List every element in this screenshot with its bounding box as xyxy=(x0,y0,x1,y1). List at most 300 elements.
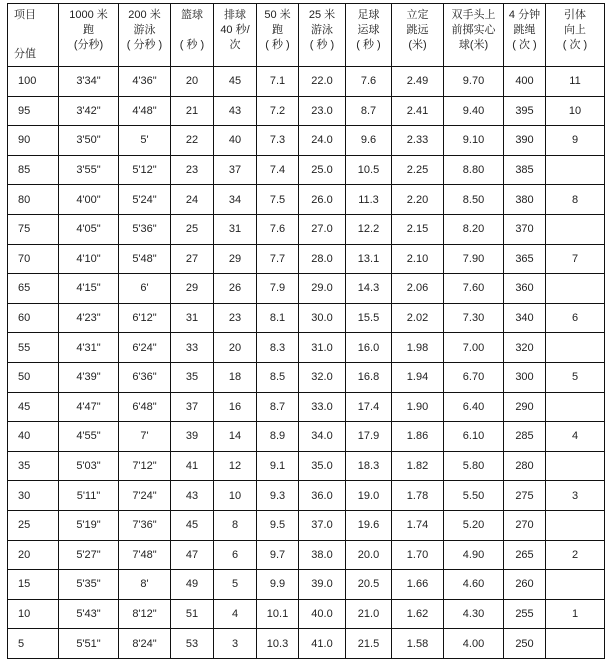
value-cell: 15.5 xyxy=(346,303,392,333)
value-cell: 6'36" xyxy=(119,362,171,392)
value-cell: 8'24" xyxy=(119,629,171,659)
table-row xyxy=(8,629,605,659)
header-line: 排球 xyxy=(224,9,246,21)
value-cell: 35 xyxy=(171,362,214,392)
value-cell: 47 xyxy=(171,540,214,570)
header-line: 篮球 xyxy=(181,9,203,21)
value-cell: 20.0 xyxy=(346,540,392,570)
value-cell: 3 xyxy=(546,481,605,511)
header-line: 分值 xyxy=(14,48,36,60)
header-line: 引体 xyxy=(564,9,586,21)
header-line: 游泳 xyxy=(311,24,333,36)
score-cell: 20 xyxy=(8,540,59,570)
value-cell: 16.8 xyxy=(346,362,392,392)
value-cell: 9.9 xyxy=(257,570,299,600)
value-cell: 7.1 xyxy=(257,67,299,97)
value-cell: 5'12" xyxy=(119,155,171,185)
value-cell xyxy=(546,510,605,540)
header-line: 项目 xyxy=(14,9,36,21)
value-cell: 400 xyxy=(504,67,546,97)
value-cell: 2.02 xyxy=(392,303,444,333)
value-cell: 255 xyxy=(504,599,546,629)
value-cell: 9.7 xyxy=(257,540,299,570)
value-cell: 8.7 xyxy=(257,392,299,422)
header-line: 球(米) xyxy=(458,39,489,51)
header-line: 跳远 xyxy=(406,24,429,36)
value-cell: 390 xyxy=(504,126,546,156)
value-cell: 1.74 xyxy=(392,510,444,540)
value-cell: 7.7 xyxy=(257,244,299,274)
value-cell: 4 xyxy=(214,599,257,629)
value-cell: 1.98 xyxy=(392,333,444,363)
value-cell: 5.20 xyxy=(444,510,504,540)
score-cell: 25 xyxy=(8,510,59,540)
header-line: 双手头上 xyxy=(451,9,496,21)
header-line: ( 分秒 ) xyxy=(126,39,163,51)
value-cell: 53 xyxy=(171,629,214,659)
value-cell: 7'24" xyxy=(119,481,171,511)
score-cell: 75 xyxy=(8,214,59,244)
value-cell: 39 xyxy=(171,422,214,452)
value-cell xyxy=(546,392,605,422)
value-cell: 1.62 xyxy=(392,599,444,629)
value-cell: 10.5 xyxy=(346,155,392,185)
value-cell: 21 xyxy=(171,96,214,126)
value-cell xyxy=(546,570,605,600)
value-cell: 27.0 xyxy=(299,214,346,244)
header-line: (分秒) xyxy=(73,39,104,51)
column-header xyxy=(214,4,257,67)
value-cell: 280 xyxy=(504,451,546,481)
column-header xyxy=(257,4,299,67)
value-cell: 7'36" xyxy=(119,510,171,540)
value-cell: 5'27" xyxy=(59,540,119,570)
value-cell: 7' xyxy=(119,422,171,452)
header-line: 50 米 xyxy=(264,9,291,21)
value-cell: 385 xyxy=(504,155,546,185)
value-cell: 16.0 xyxy=(346,333,392,363)
score-cell: 15 xyxy=(8,570,59,600)
value-cell: 17.9 xyxy=(346,422,392,452)
value-cell: 5'03" xyxy=(59,451,119,481)
value-cell: 1.78 xyxy=(392,481,444,511)
value-cell: 370 xyxy=(504,214,546,244)
score-cell: 85 xyxy=(8,155,59,185)
value-cell: 34.0 xyxy=(299,422,346,452)
value-cell: 4'23" xyxy=(59,303,119,333)
value-cell: 28.0 xyxy=(299,244,346,274)
value-cell: 5'35" xyxy=(59,570,119,600)
value-cell: 7'12" xyxy=(119,451,171,481)
column-header xyxy=(504,4,546,67)
value-cell: 2.06 xyxy=(392,274,444,304)
value-cell: 8.7 xyxy=(346,96,392,126)
value-cell: 380 xyxy=(504,185,546,215)
value-cell: 12 xyxy=(214,451,257,481)
value-cell: 20 xyxy=(214,333,257,363)
value-cell: 19.0 xyxy=(346,481,392,511)
value-cell: 33 xyxy=(171,333,214,363)
value-cell: 4'00" xyxy=(59,185,119,215)
value-cell: 6.10 xyxy=(444,422,504,452)
column-header xyxy=(8,4,59,67)
value-cell: 4'15" xyxy=(59,274,119,304)
score-cell: 55 xyxy=(8,333,59,363)
value-cell: 9.1 xyxy=(257,451,299,481)
value-cell: 7 xyxy=(546,244,605,274)
value-cell: 9.10 xyxy=(444,126,504,156)
score-cell: 60 xyxy=(8,303,59,333)
table-row xyxy=(8,510,605,540)
value-cell: 5.50 xyxy=(444,481,504,511)
value-cell: 20 xyxy=(171,67,214,97)
header-line: ( 次 ) xyxy=(512,39,537,51)
value-cell: 5'19" xyxy=(59,510,119,540)
value-cell: 23.0 xyxy=(299,96,346,126)
value-cell: 4 xyxy=(546,422,605,452)
header-line: 前掷实心 xyxy=(451,24,496,36)
value-cell: 23 xyxy=(171,155,214,185)
value-cell: 4.00 xyxy=(444,629,504,659)
value-cell: 26.0 xyxy=(299,185,346,215)
value-cell: 10 xyxy=(546,96,605,126)
value-cell: 6'12" xyxy=(119,303,171,333)
value-cell: 8.20 xyxy=(444,214,504,244)
table-row xyxy=(8,67,605,97)
value-cell: 2.25 xyxy=(392,155,444,185)
header-line: ( 秒 ) xyxy=(356,39,381,51)
header-line: 跑 xyxy=(83,24,94,36)
value-cell: 4'55" xyxy=(59,422,119,452)
value-cell: 6 xyxy=(546,303,605,333)
score-cell: 30 xyxy=(8,481,59,511)
value-cell: 4'36" xyxy=(119,67,171,97)
column-header xyxy=(299,4,346,67)
value-cell: 17.4 xyxy=(346,392,392,422)
table-row xyxy=(8,274,605,304)
value-cell: 5'43" xyxy=(59,599,119,629)
value-cell: 40.0 xyxy=(299,599,346,629)
value-cell: 8 xyxy=(546,185,605,215)
table-row xyxy=(8,362,605,392)
value-cell xyxy=(546,629,605,659)
value-cell: 43 xyxy=(171,481,214,511)
table-row xyxy=(8,155,605,185)
value-cell: 37 xyxy=(171,392,214,422)
value-cell: 5'24" xyxy=(119,185,171,215)
value-cell: 1.58 xyxy=(392,629,444,659)
column-header xyxy=(59,4,119,67)
value-cell: 36.0 xyxy=(299,481,346,511)
value-cell: 2.15 xyxy=(392,214,444,244)
table-row xyxy=(8,570,605,600)
table-row xyxy=(8,333,605,363)
value-cell: 2.33 xyxy=(392,126,444,156)
value-cell: 320 xyxy=(504,333,546,363)
value-cell: 5'36" xyxy=(119,214,171,244)
value-cell: 7.30 xyxy=(444,303,504,333)
score-cell: 95 xyxy=(8,96,59,126)
table-row xyxy=(8,451,605,481)
value-cell: 395 xyxy=(504,96,546,126)
value-cell: 7.60 xyxy=(444,274,504,304)
value-cell: 33.0 xyxy=(299,392,346,422)
value-cell: 8.3 xyxy=(257,333,299,363)
value-cell: 7.4 xyxy=(257,155,299,185)
header-line: (米) xyxy=(408,39,427,51)
value-cell: 6.70 xyxy=(444,362,504,392)
value-cell: 6 xyxy=(214,540,257,570)
score-cell: 50 xyxy=(8,362,59,392)
header-line: 向上 xyxy=(564,24,586,36)
value-cell: 7'48" xyxy=(119,540,171,570)
value-cell: 7.6 xyxy=(257,214,299,244)
value-cell: 3'55" xyxy=(59,155,119,185)
value-cell: 25 xyxy=(171,214,214,244)
value-cell xyxy=(546,274,605,304)
value-cell: 1.94 xyxy=(392,362,444,392)
value-cell xyxy=(546,155,605,185)
table-row xyxy=(8,96,605,126)
value-cell: 21.5 xyxy=(346,629,392,659)
value-cell: 51 xyxy=(171,599,214,629)
score-cell: 35 xyxy=(8,451,59,481)
header-line: ( 秒 ) xyxy=(179,39,205,51)
table-row xyxy=(8,126,605,156)
value-cell: 26 xyxy=(214,274,257,304)
value-cell: 35.0 xyxy=(299,451,346,481)
value-cell: 7.9 xyxy=(257,274,299,304)
value-cell: 43 xyxy=(214,96,257,126)
value-cell: 37 xyxy=(214,155,257,185)
table-row xyxy=(8,244,605,274)
table-row xyxy=(8,185,605,215)
table-row xyxy=(8,422,605,452)
value-cell: 260 xyxy=(504,570,546,600)
value-cell: 12.2 xyxy=(346,214,392,244)
value-cell: 11 xyxy=(546,67,605,97)
value-cell: 5 xyxy=(214,570,257,600)
value-cell: 4.60 xyxy=(444,570,504,600)
value-cell: 6'48" xyxy=(119,392,171,422)
value-cell: 22.0 xyxy=(299,67,346,97)
value-cell: 8.50 xyxy=(444,185,504,215)
value-cell: 4'10" xyxy=(59,244,119,274)
table-body xyxy=(8,67,605,659)
table-row xyxy=(8,540,605,570)
value-cell: 2.41 xyxy=(392,96,444,126)
value-cell: 1.90 xyxy=(392,392,444,422)
value-cell: 5' xyxy=(119,126,171,156)
score-cell: 70 xyxy=(8,244,59,274)
value-cell: 250 xyxy=(504,629,546,659)
value-cell: 5 xyxy=(546,362,605,392)
value-cell: 4'31" xyxy=(59,333,119,363)
value-cell: 8.5 xyxy=(257,362,299,392)
column-header xyxy=(444,4,504,67)
table-row xyxy=(8,303,605,333)
value-cell: 8.1 xyxy=(257,303,299,333)
value-cell: 31.0 xyxy=(299,333,346,363)
score-cell: 40 xyxy=(8,422,59,452)
column-header xyxy=(392,4,444,67)
header-line: 跑 xyxy=(272,24,283,36)
value-cell: 24.0 xyxy=(299,126,346,156)
header-line: 1000 米 xyxy=(69,9,108,21)
value-cell: 10.3 xyxy=(257,629,299,659)
value-cell: 29.0 xyxy=(299,274,346,304)
table-row xyxy=(8,214,605,244)
table-row xyxy=(8,392,605,422)
value-cell: 45 xyxy=(214,67,257,97)
column-header xyxy=(346,4,392,67)
value-cell: 29 xyxy=(214,244,257,274)
value-cell: 41 xyxy=(171,451,214,481)
value-cell: 7.3 xyxy=(257,126,299,156)
value-cell: 3'50" xyxy=(59,126,119,156)
table-row xyxy=(8,481,605,511)
header-line: ( 秒 ) xyxy=(309,39,335,51)
value-cell: 27 xyxy=(171,244,214,274)
value-cell: 7.00 xyxy=(444,333,504,363)
value-cell: 300 xyxy=(504,362,546,392)
header-line: 立定 xyxy=(406,9,429,21)
value-cell: 9.6 xyxy=(346,126,392,156)
score-cell: 100 xyxy=(8,67,59,97)
value-cell: 19.6 xyxy=(346,510,392,540)
value-cell: 8.9 xyxy=(257,422,299,452)
header-line: 运球 xyxy=(357,24,380,36)
value-cell: 6.40 xyxy=(444,392,504,422)
value-cell: 6' xyxy=(119,274,171,304)
value-cell: 29 xyxy=(171,274,214,304)
value-cell: 9.3 xyxy=(257,481,299,511)
value-cell xyxy=(546,333,605,363)
value-cell: 9 xyxy=(546,126,605,156)
header-line: 4 分钟 xyxy=(508,9,541,21)
score-cell: 10 xyxy=(8,599,59,629)
value-cell: 10.1 xyxy=(257,599,299,629)
value-cell: 32.0 xyxy=(299,362,346,392)
value-cell: 34 xyxy=(214,185,257,215)
value-cell: 30.0 xyxy=(299,303,346,333)
header-line xyxy=(171,23,213,38)
value-cell xyxy=(546,451,605,481)
header-line: 足球 xyxy=(357,9,380,21)
header-row xyxy=(8,4,605,67)
score-cell: 5 xyxy=(8,629,59,659)
value-cell: 2.49 xyxy=(392,67,444,97)
value-cell: 290 xyxy=(504,392,546,422)
header-line: 跳绳 xyxy=(513,24,536,36)
value-cell: 1.86 xyxy=(392,422,444,452)
value-cell: 2.20 xyxy=(392,185,444,215)
value-cell: 24 xyxy=(171,185,214,215)
value-cell: 9.40 xyxy=(444,96,504,126)
value-cell: 9.5 xyxy=(257,510,299,540)
value-cell: 31 xyxy=(171,303,214,333)
value-cell: 7.5 xyxy=(257,185,299,215)
value-cell: 7.90 xyxy=(444,244,504,274)
score-cell: 45 xyxy=(8,392,59,422)
value-cell: 8'12" xyxy=(119,599,171,629)
value-cell: 3 xyxy=(214,629,257,659)
value-cell: 7.2 xyxy=(257,96,299,126)
value-cell: 270 xyxy=(504,510,546,540)
score-cell: 90 xyxy=(8,126,59,156)
value-cell: 2 xyxy=(546,540,605,570)
value-cell: 8.80 xyxy=(444,155,504,185)
header-line: ( 秒 ) xyxy=(265,39,290,51)
value-cell: 340 xyxy=(504,303,546,333)
value-cell: 1.70 xyxy=(392,540,444,570)
value-cell: 1.82 xyxy=(392,451,444,481)
value-cell: 4'48" xyxy=(119,96,171,126)
header-line: ( 次 ) xyxy=(562,39,588,51)
value-cell: 14 xyxy=(214,422,257,452)
value-cell: 14.3 xyxy=(346,274,392,304)
value-cell: 5'51" xyxy=(59,629,119,659)
value-cell: 4.30 xyxy=(444,599,504,629)
value-cell: 4'39" xyxy=(59,362,119,392)
value-cell: 3'42" xyxy=(59,96,119,126)
value-cell: 5'48" xyxy=(119,244,171,274)
value-cell: 45 xyxy=(171,510,214,540)
value-cell: 21.0 xyxy=(346,599,392,629)
value-cell: 6'24" xyxy=(119,333,171,363)
header-line: 40 秒/ xyxy=(220,24,250,36)
score-cell: 80 xyxy=(8,185,59,215)
value-cell: 4'47" xyxy=(59,392,119,422)
value-cell: 9.70 xyxy=(444,67,504,97)
value-cell: 10 xyxy=(214,481,257,511)
value-cell: 23 xyxy=(214,303,257,333)
column-header xyxy=(546,4,605,67)
scoring-table xyxy=(7,3,605,659)
value-cell: 5'11" xyxy=(59,481,119,511)
value-cell: 13.1 xyxy=(346,244,392,274)
value-cell: 1 xyxy=(546,599,605,629)
value-cell xyxy=(546,214,605,244)
value-cell: 275 xyxy=(504,481,546,511)
value-cell: 5.80 xyxy=(444,451,504,481)
value-cell: 8 xyxy=(214,510,257,540)
value-cell: 18 xyxy=(214,362,257,392)
value-cell: 2.10 xyxy=(392,244,444,274)
value-cell: 38.0 xyxy=(299,540,346,570)
value-cell: 39.0 xyxy=(299,570,346,600)
value-cell: 22 xyxy=(171,126,214,156)
value-cell: 7.6 xyxy=(346,67,392,97)
value-cell: 11.3 xyxy=(346,185,392,215)
value-cell: 49 xyxy=(171,570,214,600)
table-row xyxy=(8,599,605,629)
value-cell: 40 xyxy=(214,126,257,156)
value-cell: 31 xyxy=(214,214,257,244)
value-cell: 3'34" xyxy=(59,67,119,97)
value-cell: 20.5 xyxy=(346,570,392,600)
column-header xyxy=(171,4,214,67)
value-cell: 4.90 xyxy=(444,540,504,570)
value-cell: 1.66 xyxy=(392,570,444,600)
value-cell: 285 xyxy=(504,422,546,452)
value-cell: 18.3 xyxy=(346,451,392,481)
value-cell: 265 xyxy=(504,540,546,570)
header-line: 25 米 xyxy=(308,9,336,21)
value-cell: 25.0 xyxy=(299,155,346,185)
value-cell: 8' xyxy=(119,570,171,600)
header-line: 游泳 xyxy=(133,24,156,36)
